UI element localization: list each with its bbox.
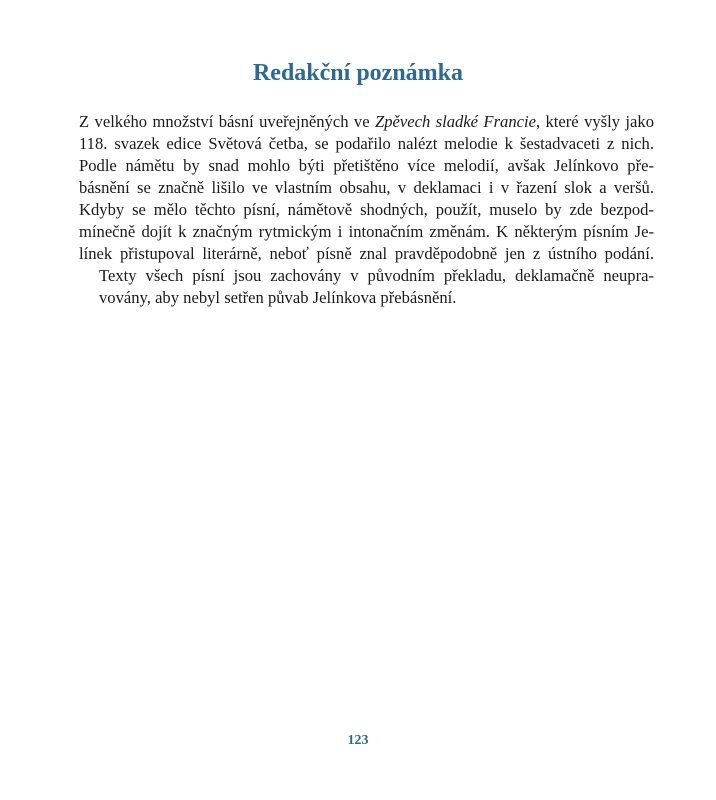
text-line: Texty všech písní jsou zachovány v původním překladu, deklamačně neupra- (99, 266, 654, 285)
paragraph-1 (79, 111, 654, 265)
body-text (79, 111, 654, 309)
text-line: Kdyby se mělo těchto písní, námětově shodných, použít, muselo by zde bezpod- (79, 200, 654, 219)
paragraph-2 (79, 265, 654, 309)
book-title-italic: Zpěvech sladké Francie (374, 112, 536, 131)
page-title: Redakční poznámka (252, 60, 464, 86)
text-line: Podle námětu by snad mohlo býti přetištěno více melodií, avšak Jelínkovo pře- (79, 156, 654, 175)
text-line: mínečně dojít k značným rytmickým i intonačním změnám. K některým písním Je- (79, 222, 654, 241)
text-line: básnění se značně lišilo ve vlastním obsahu, v deklamaci i v řazení slok a veršů. (79, 178, 654, 197)
text-line: vovány, aby nebyl setřen půvab Jelínkova přebásnění. (99, 288, 457, 307)
page-number: 123 (347, 733, 369, 748)
text-line: Z velkého množství básní uveřejněných ve Zpěvech sladké Francie, které vyšly jako (79, 112, 654, 131)
text-line: línek přistupoval literárně, neboť písně znal pravděpodobně jen z ústního podání. (79, 244, 654, 263)
text-line: 118. svazek edice Světová četba, se podařilo nalézt melodie k šestadvaceti z nich. (79, 134, 654, 153)
